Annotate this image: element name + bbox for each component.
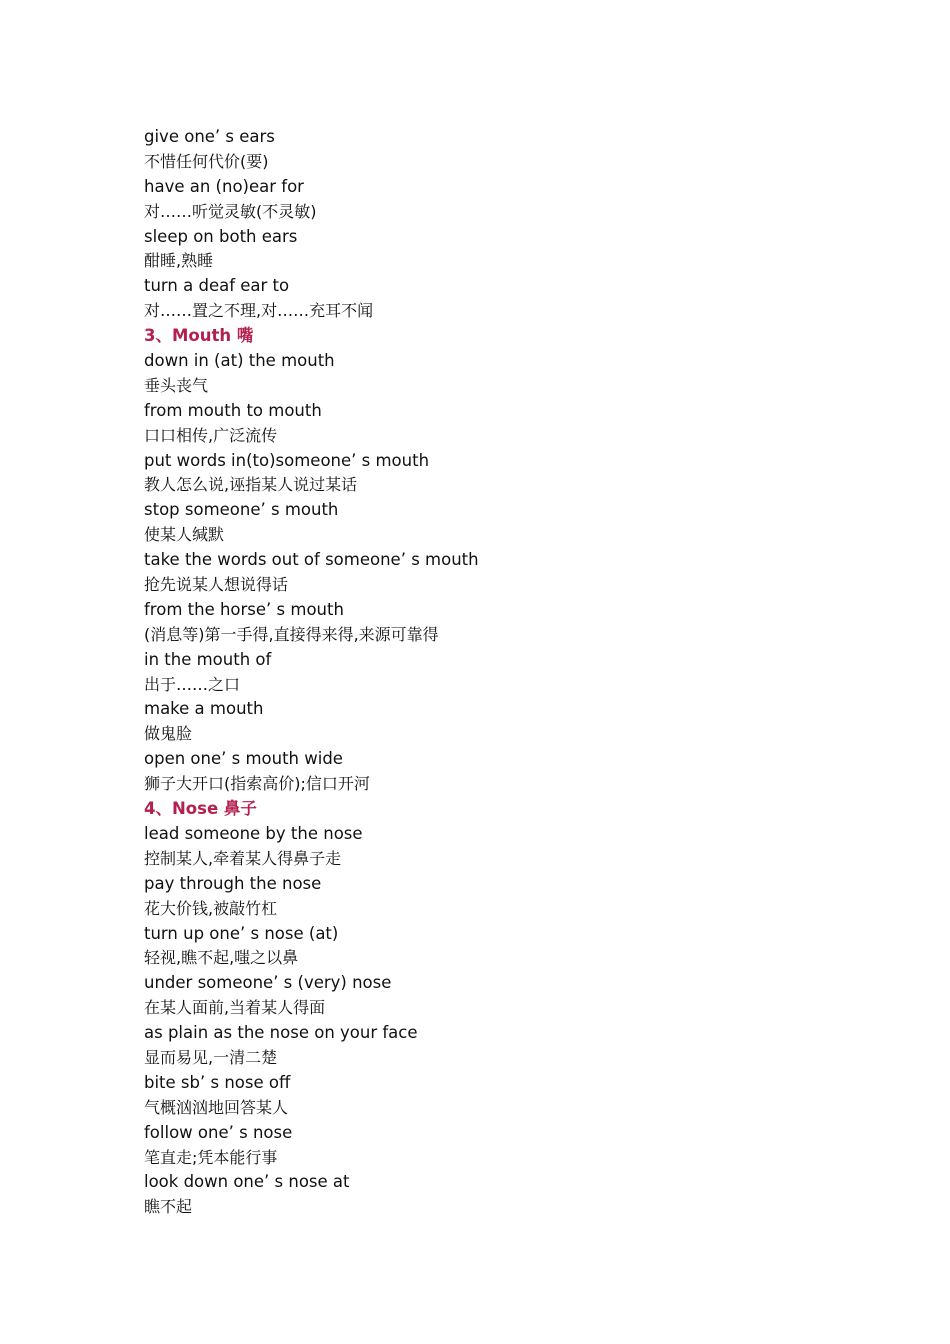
idiom-english: put words in(to)someone’ s mouth bbox=[144, 450, 430, 470]
section-heading: 3、Mouth 嘴 bbox=[144, 326, 254, 346]
idiom-chinese-meaning: 做鬼脸 bbox=[144, 724, 193, 744]
idiom-english: pay through the nose bbox=[144, 873, 322, 893]
idiom-english: sleep on both ears bbox=[144, 226, 298, 246]
idiom-chinese-meaning: 垂头丧气 bbox=[144, 375, 209, 395]
idiom-english: in the mouth of bbox=[144, 649, 272, 669]
idiom-english: look down one’ s nose at bbox=[144, 1172, 350, 1192]
idiom-chinese-meaning: 轻视,瞧不起,嗤之以鼻 bbox=[144, 948, 299, 968]
idiom-english: stop someone’ s mouth bbox=[144, 500, 339, 520]
idiom-chinese-meaning: 笔直走;凭本能行事 bbox=[144, 1147, 278, 1167]
idiom-english: give one’ s ears bbox=[144, 127, 275, 146]
idiom-english: turn up one’ s nose (at) bbox=[144, 923, 339, 943]
idiom-chinese-meaning: 口口相传,广泛流传 bbox=[144, 425, 278, 445]
idiom-chinese-meaning: 酣睡,熟睡 bbox=[144, 251, 214, 271]
idiom-chinese-meaning: 出于……之口 bbox=[144, 674, 241, 694]
idiom-english: bite sb’ s nose off bbox=[144, 1072, 291, 1092]
idiom-chinese-meaning: 对……听觉灵敏(不灵敏) bbox=[144, 201, 317, 221]
idiom-english: from the horse’ s mouth bbox=[144, 599, 344, 619]
idiom-english: follow one’ s nose bbox=[144, 1122, 293, 1142]
idiom-chinese-meaning: 显而易见,一清二楚 bbox=[144, 1047, 278, 1067]
idiom-chinese-meaning: 在某人面前,当着某人得面 bbox=[144, 998, 326, 1018]
idiom-english: down in (at) the mouth bbox=[144, 351, 335, 371]
idiom-chinese-meaning: 气概汹汹地回答某人 bbox=[144, 1097, 289, 1117]
idiom-chinese-meaning: 教人怎么说,诬指某人说过某话 bbox=[144, 475, 358, 495]
idiom-chinese-meaning: 抢先说某人想说得话 bbox=[144, 575, 289, 595]
idiom-chinese-meaning: 对……置之不理,对……充耳不闻 bbox=[144, 301, 374, 321]
idiom-english: have an (no)ear for bbox=[144, 176, 304, 196]
idiom-chinese-meaning: 瞧不起 bbox=[144, 1197, 193, 1217]
idiom-chinese-meaning: 控制某人,牵着某人得鼻子走 bbox=[144, 848, 342, 868]
idiom-english: take the words out of someone’ s mouth bbox=[144, 550, 479, 570]
idiom-english: turn a deaf ear to bbox=[144, 276, 290, 296]
idiom-english: lead someone by the nose bbox=[144, 823, 363, 843]
idiom-chinese-meaning: 不惜任何代价(要) bbox=[144, 151, 269, 171]
idiom-chinese-meaning: 花大价钱,被敲竹杠 bbox=[144, 898, 278, 918]
idiom-chinese-meaning: 使某人缄默 bbox=[144, 525, 225, 545]
idiom-english: as plain as the nose on your face bbox=[144, 1023, 418, 1043]
idiom-english: make a mouth bbox=[144, 699, 264, 719]
section-heading: 4、Nose 鼻子 bbox=[144, 799, 257, 819]
idiom-english: under someone’ s (very) nose bbox=[144, 973, 392, 993]
idiom-chinese-meaning: 狮子大开口(指索高价);信口开河 bbox=[144, 774, 370, 794]
document-body bbox=[144, 125, 844, 1220]
idiom-english: from mouth to mouth bbox=[144, 400, 322, 420]
idiom-english: open one’ s mouth wide bbox=[144, 749, 343, 769]
idiom-chinese-meaning: (消息等)第一手得,直接得来得,来源可靠得 bbox=[144, 624, 439, 644]
